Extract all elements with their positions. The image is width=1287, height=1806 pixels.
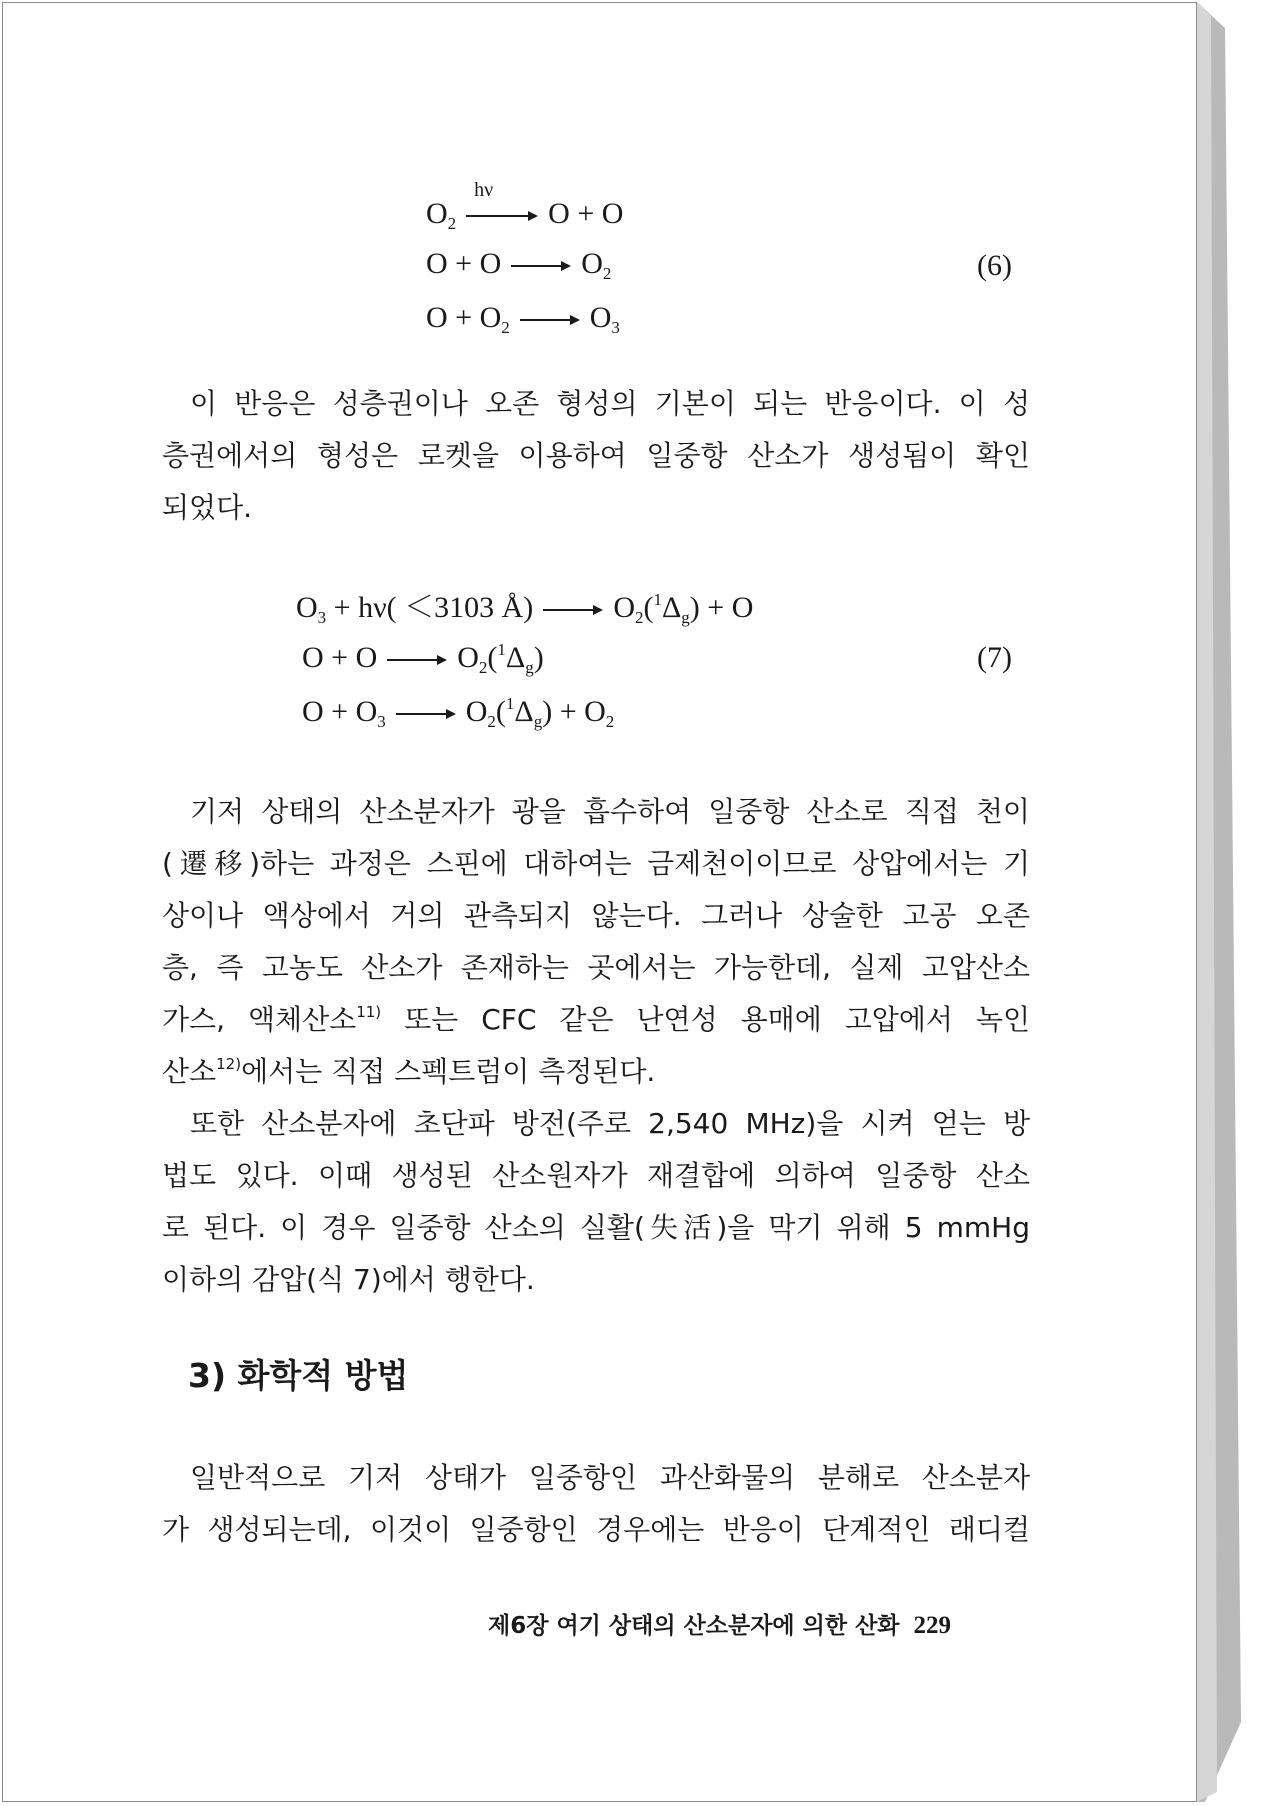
text-segment: 에서는 직접 스펙트럼이 측정된다. [241, 1055, 656, 1088]
text-line: 층권에서의 형성은 로켓을 이용하여 일중항 산소가 생성됨이 확인 [162, 439, 1030, 472]
text-line: 되었다. [162, 491, 253, 524]
reaction-arrow [543, 604, 603, 616]
text-line: 로 된다. 이 경우 일중항 산소의 실활(失活)을 막기 위해 5 mmHg [162, 1211, 1030, 1244]
page-edge-shadow [1197, 2, 1245, 1802]
text-segment: 가스, 액체산소 [162, 1003, 357, 1036]
equation-6-line-3: $O + O_2$ $O_3$ [426, 301, 620, 337]
equation-7-line-3: $O + O_3$ $O_2(^1\Delta_g) + O_2$ [302, 694, 615, 731]
paragraph-2 [162, 786, 1030, 1098]
reaction-arrow [511, 260, 571, 272]
text-line: 층, 즉 고농도 산소가 존재하는 곳에서는 가능한데, 실제 고압산소 [162, 951, 1030, 984]
text-line: 일반적으로 기저 상태가 일중항인 과산화물의 분해로 산소분자 [190, 1461, 1030, 1494]
section-heading: 3) 화학적 방법 [188, 1356, 409, 1395]
reaction-arrow [387, 654, 447, 666]
equation-7-line-1: $O_3 + h\nu( <3103$ Å) $O_2(^1\Delta_g) + O$ [296, 590, 754, 627]
text-line: (遷移)하는 과정은 스핀에 대하여는 금제천이이므로 상압에서는 기 [162, 847, 1030, 880]
paragraph-1 [162, 378, 1030, 534]
page-number: 229 [913, 1612, 952, 1639]
text-line: 또한 산소분자에 초단파 방전(주로 2,540 MHz)을 시켜 얻는 방 [190, 1107, 1030, 1140]
text-line [162, 994, 1030, 1046]
page-footer [488, 1610, 951, 1642]
text-line: 이하의 감압(식 7)에서 행한다. [162, 1263, 535, 1296]
reaction-arrow: hν [466, 210, 538, 222]
equation-6-line-2: O + O $O_2$ [426, 247, 612, 283]
text-line: 법도 있다. 이때 생성된 산소원자가 재결합에 의하여 일중항 산소 [162, 1159, 1030, 1192]
reference-marker: 12) [216, 1055, 242, 1073]
paragraph-3 [162, 1098, 1030, 1306]
text-line: 상이나 액상에서 거의 관측되지 않는다. 그러나 상술한 고공 오존 [162, 899, 1030, 932]
chapter-title: 제6장 여기 상태의 산소분자에 의한 산화 [488, 1613, 900, 1639]
text-line: 가 생성되는데, 이것이 일중항인 경우에는 반응이 단계적인 래디컬 [162, 1513, 1030, 1546]
reaction-arrow [396, 708, 456, 720]
reference-marker: 11) [356, 1003, 382, 1021]
text-line: 기저 상태의 산소분자가 광을 흡수하여 일중항 산소로 직접 천이 [190, 795, 1030, 828]
reaction-arrow [520, 314, 580, 326]
paragraph-4 [162, 1452, 1030, 1556]
equation-6-number: (6) [977, 249, 1012, 282]
equation-7-line-2: O + O $O_2(^1\Delta_g)$ [302, 640, 544, 677]
equation-6-line-1: $O_2$ hν O + O [426, 179, 624, 233]
text-segment: 산소 [162, 1055, 217, 1088]
equation-7-number: (7) [977, 641, 1012, 674]
text-line [162, 1046, 1030, 1098]
text-line: 이 반응은 성층권이나 오존 형성의 기본이 되는 반응이다. 이 성 [190, 387, 1030, 420]
text-segment: 또는 CFC 같은 난연성 용매에 고압에서 녹인 [381, 1003, 1031, 1036]
